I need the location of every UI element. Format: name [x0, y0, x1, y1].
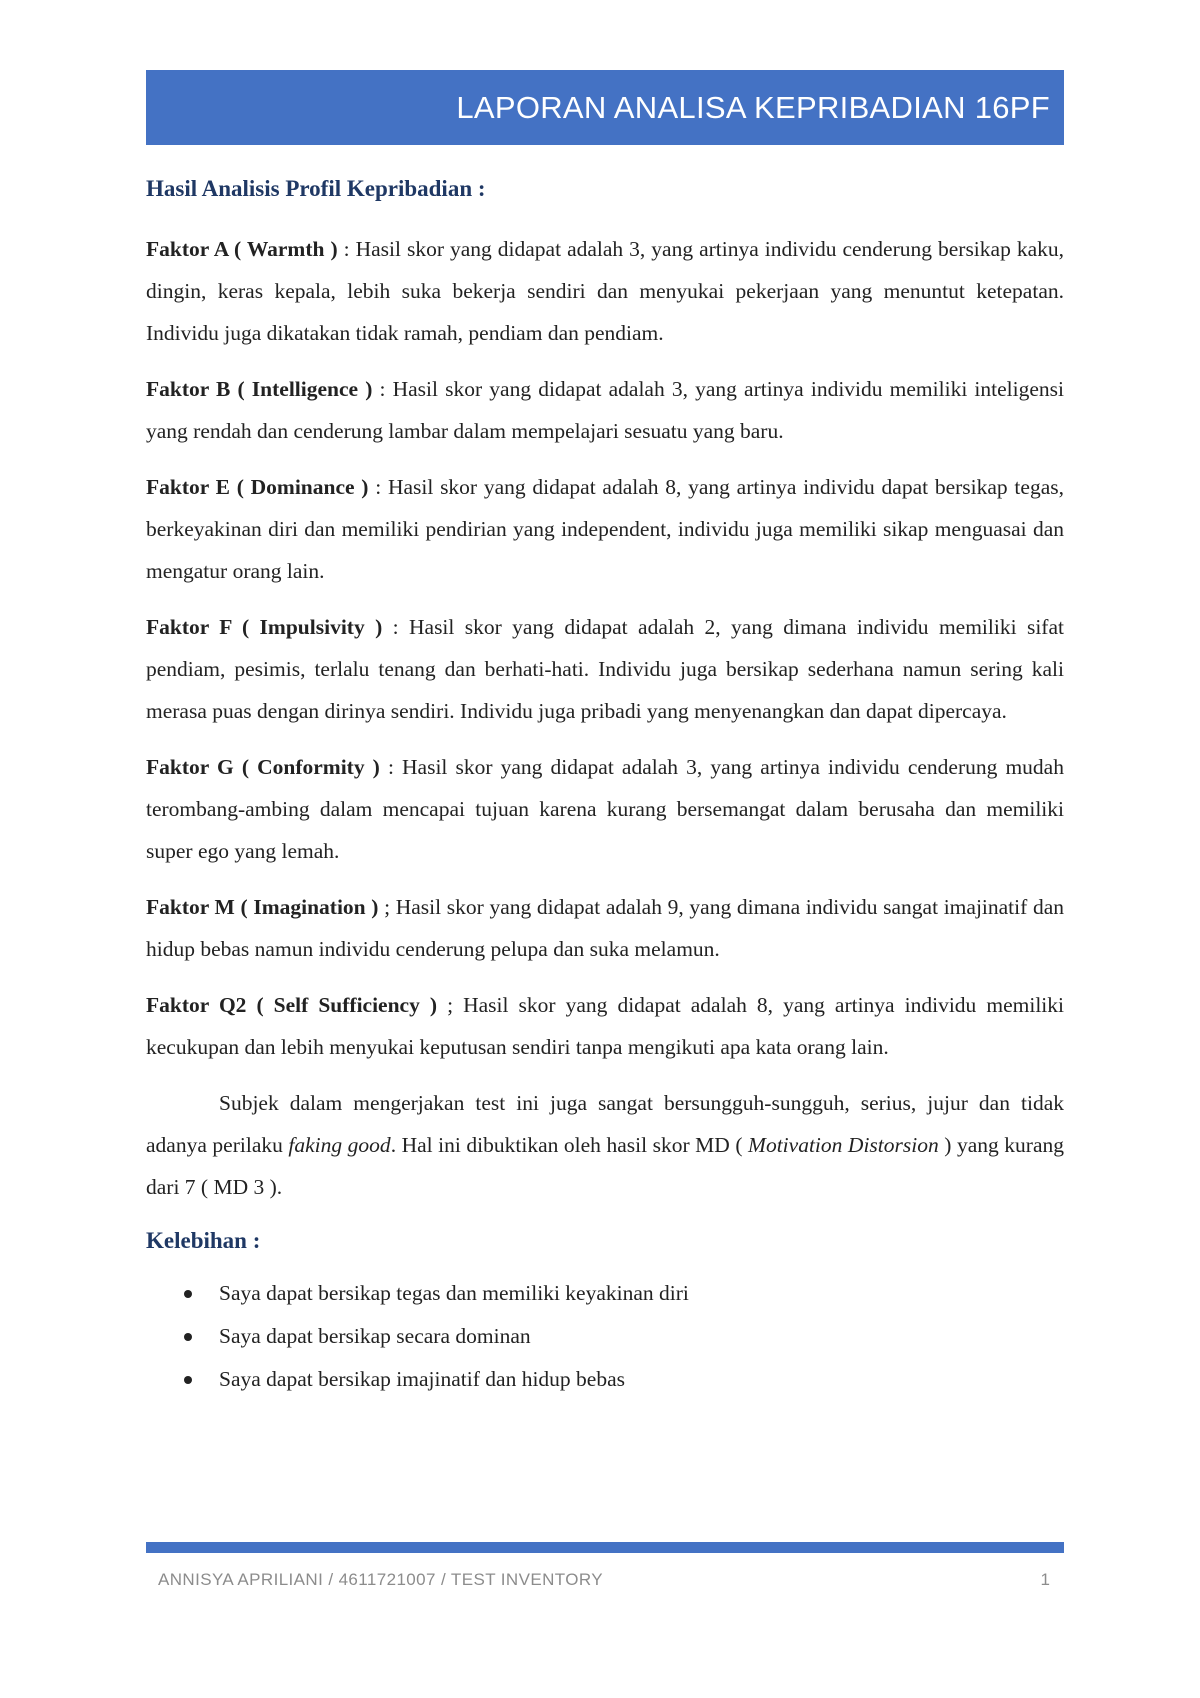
factor-text: : Hasil skor yang didapat adalah 3, yang artinya individu cenderung bersikap kaku, dingin, keras kepala, lebih suka bekerja sendiri dan menyukai pekerjaan yang menuntut ketepatan. Individu juga dikatakan tidak ramah, pendiam dan pendiam. [146, 237, 1064, 345]
summary-italic-term: faking good [288, 1133, 391, 1157]
factor-text: : Hasil skor yang didapat adalah 3, yang artinya individu memiliki inteligensi yang rendah dan cenderung lambar dalam mempelajari sesuatu yang baru. [146, 377, 1064, 443]
factor-text: ; Hasil skor yang didapat adalah 8, yang artinya individu memiliki kecukupan dan lebih menyukai keputusan sendiri tanpa mengikuti apa kata orang lain. [146, 993, 1064, 1059]
list-item [146, 1358, 1064, 1401]
factor-text: : Hasil skor yang didapat adalah 8, yang artinya individu dapat bersikap tegas, berkeyakinan diri dan memiliki pendirian yang independent, individu juga memiliki sikap menguasai dan mengatur orang lain. [146, 475, 1064, 583]
footer-divider [146, 1542, 1064, 1553]
bullet-icon [184, 1333, 192, 1341]
footer-author: ANNISYA APRILIANI / 4611721007 / TEST INVENTORY [158, 1570, 603, 1589]
list-item-text: Saya dapat bersikap secara dominan [219, 1324, 531, 1348]
factor-name: Faktor M ( Imagination ) [146, 895, 379, 919]
kelebihan-list [146, 1272, 1064, 1401]
list-item [146, 1315, 1064, 1358]
factor-name: Faktor B ( Intelligence ) [146, 377, 373, 401]
summary-text: ) yang kurang dari 7 ( MD 3 ). [146, 1133, 1064, 1199]
factor-name: Faktor F ( Impulsivity ) [146, 615, 383, 639]
list-item-text: Saya dapat bersikap imajinatif dan hidup bebas [219, 1367, 625, 1391]
factor-name: Faktor E ( Dominance ) [146, 475, 369, 499]
factor-paragraph [146, 606, 1064, 732]
factor-text: : Hasil skor yang didapat adalah 3, yang artinya individu cenderung mudah terombang-ambing dalam mencapai tujuan karena kurang bersemangat dalam berusaha dan memiliki super ego yang lemah. [146, 755, 1064, 863]
factor-paragraph [146, 886, 1064, 970]
summary-text: . Hal ini dibuktikan oleh hasil skor MD ( [390, 1133, 749, 1157]
factor-paragraph [146, 368, 1064, 452]
factor-paragraph [146, 466, 1064, 592]
kelebihan-heading: Kelebihan : [146, 1228, 261, 1253]
list-item-text: Saya dapat bersikap tegas dan memiliki keyakinan diri [219, 1281, 689, 1305]
list-item [146, 1272, 1064, 1315]
factor-text: ; Hasil skor yang didapat adalah 9, yang dimana individu sangat imajinatif dan hidup bebas namun individu cenderung pelupa dan suka melamun. [146, 895, 1064, 961]
factor-name: Faktor Q2 ( Self Sufficiency ) [146, 993, 438, 1017]
factor-paragraph [146, 984, 1064, 1068]
factor-name: Faktor G ( Conformity ) [146, 755, 380, 779]
factor-paragraph [146, 228, 1064, 354]
header-band [146, 70, 1064, 145]
bullet-icon [184, 1376, 192, 1384]
factor-text: : Hasil skor yang didapat adalah 2, yang dimana individu memiliki sifat pendiam, pesimis, terlalu tenang dan berhati-hati. Individu juga bersikap sederhana namun sering kali merasa puas dengan dirinya sendiri. Individu juga pribadi yang menyenangkan dan dapat dipercaya. [146, 615, 1064, 723]
summary-text: Subjek dalam mengerjakan test ini juga sangat bersungguh-sungguh, serius, jujur dan tidak adanya perilaku [146, 1091, 1064, 1157]
document-body [146, 168, 1064, 1401]
summary-italic-term: Motivation Distorsion [748, 1133, 939, 1157]
bullet-icon [184, 1290, 192, 1298]
summary-paragraph [146, 1082, 1064, 1208]
factor-name: Faktor A ( Warmth ) [146, 237, 338, 261]
page-number: 1 [1040, 1570, 1050, 1589]
document-title: LAPORAN ANALISA KEPRIBADIAN 16PF [456, 89, 1050, 125]
analysis-heading: Hasil Analisis Profil Kepribadian : [146, 176, 486, 201]
factor-paragraph [146, 746, 1064, 872]
